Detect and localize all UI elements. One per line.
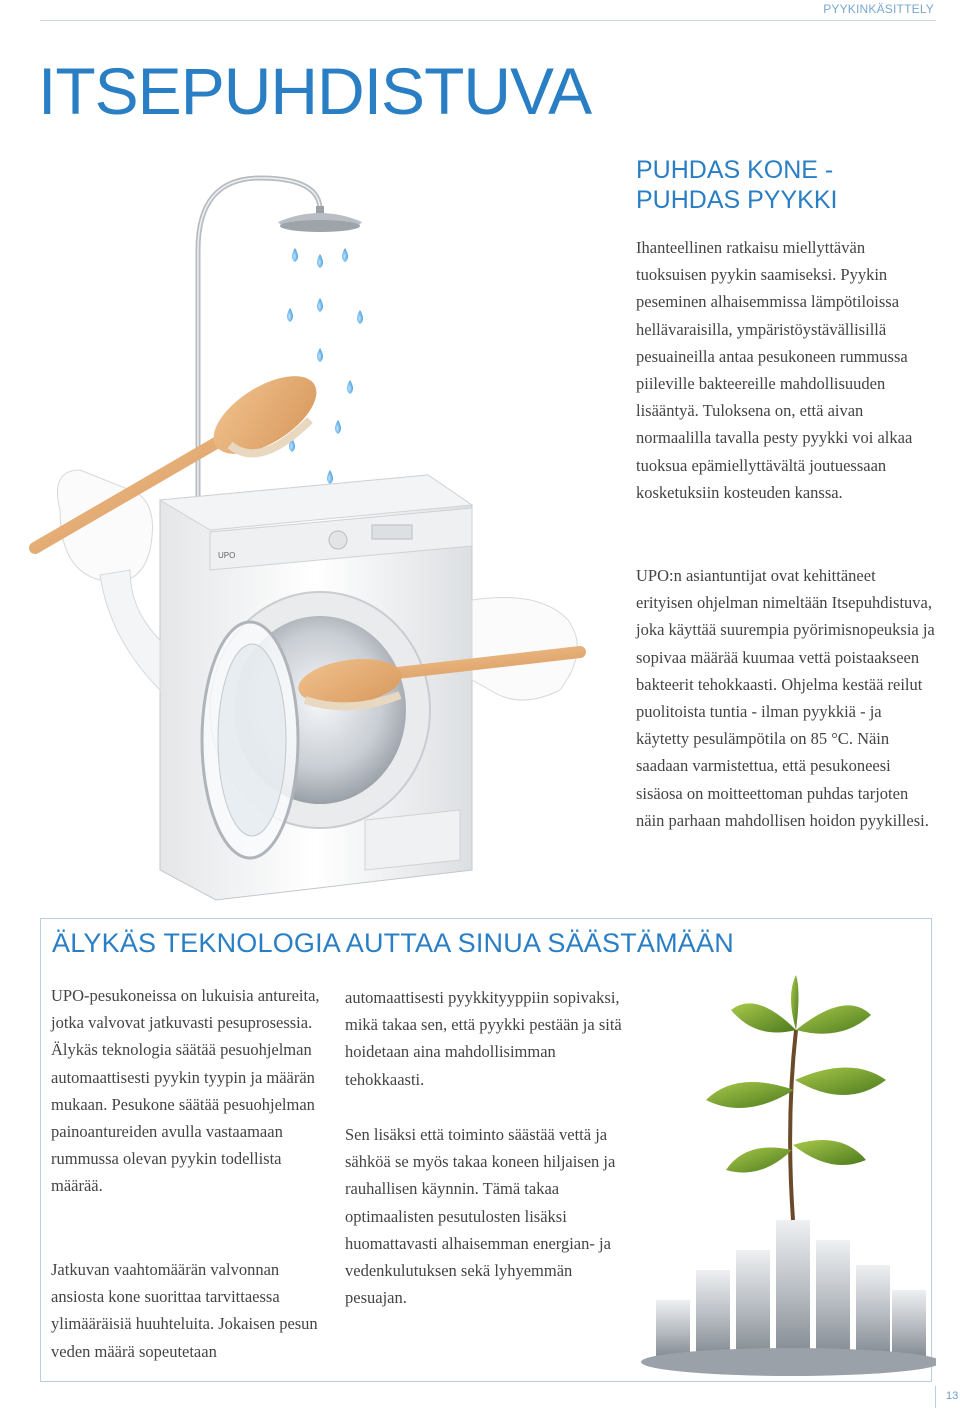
top-divider — [40, 20, 936, 21]
smart-col2-paragraph-2: Sen lisäksi että toiminto säästää vettä ja sähköä se myös takaa koneen hiljaisen ja rauhallisen käynnin. Tämä takaa optimaalisten pesutulosten lisäksi huomattavasti alhaisemman energian- ja vedenkulutuksen sekä lyhyemmän pesuajan. — [345, 1125, 616, 1308]
page-number-divider — [935, 1386, 936, 1408]
intro-heading-line-1: PUHDAS KONE - — [636, 156, 834, 184]
washing-machine-illustration — [20, 170, 620, 910]
smart-col1-paragraph-2: Jatkuvan vaahtomäärän valvonnan ansiosta kone suorittaa tarvittaessa ylimääräisiä huuhteluita. Jokaisen pesun veden määrä sopeutetaan — [51, 1260, 318, 1361]
section-tag: PYYKINKÄSITTELY — [823, 2, 934, 16]
intro-paragraph-1: Ihanteellinen ratkaisu miellyttävän tuoksuisen pyykin saamiseksi. Pyykin peseminen alhaisemmissa lämpötiloissa hellävaraisilla, ympäristöystävällisillä pesuaineilla antaa pesukoneen rummussa piileville bakteereille mahdollisuuden lisääntyä. Tuloksena on, että aivan normaalilla tavalla pesty pyykki voi alkaa tuoksua epämiellyttävältä joutuessaan kosketuksiin kosteuden kanssa. — [636, 238, 913, 502]
smart-col2-paragraph-1: automaattisesti pyykkityyppiin sopivaksi, mikä takaa sen, että pyykki pestään ja sitä hoidetaan aina mahdollisimman tehokkaasti. — [345, 988, 622, 1089]
smart-technology-heading: ÄLYKÄS TEKNOLOGIA AUTTAA SINUA SÄÄSTÄMÄÄN — [52, 928, 734, 958]
brand-label: UPO — [218, 551, 236, 560]
plant-coins-illustration — [636, 970, 936, 1380]
smart-col1-paragraph-1: UPO-pesukoneissa on lukuisia antureita, jotka valvovat jatkuvasti pesuprosessia. Älykäs teknologia säätää pesuohjelman automaattisesti pyykin tyypin ja määrän mukaan. Pesukone säätää pesuohjelman painoantureiden avulla vastaamaan rummussa olevan pyykin todellista määrää. — [51, 986, 320, 1196]
intro-heading-line-2: PUHDAS PYYKKI — [636, 186, 838, 214]
sprout-leaf-icon — [706, 975, 886, 1220]
intro-paragraph-2: UPO:n asiantuntijat ovat kehittäneet erityisen ohjelman nimeltään Itsepuhdistuva, joka käyttää suurempia pyörimisnopeuksia ja sopivaa määrää kuumaa vettä poistaakseen bakteerit tehokkaasti. Ohjelma kestää reilut puolitoista tuntia - ilman pyykkiä - ja käytetty pesulämpötila on 85 °C. Näin saadaan varmistettua, että pesukoneesi sisäosa on moitteettoman puhdas tarjoten näin parhaan mahdollisen hoidon pyykillesi. — [636, 566, 935, 830]
coin-stacks — [641, 1220, 936, 1376]
page-title: ITSEPUHDISTUVA — [38, 54, 592, 128]
intro-heading — [636, 155, 837, 215]
page-number: 13 — [946, 1390, 959, 1402]
shower-head-icon — [278, 206, 362, 232]
water-droplets — [279, 248, 363, 484]
